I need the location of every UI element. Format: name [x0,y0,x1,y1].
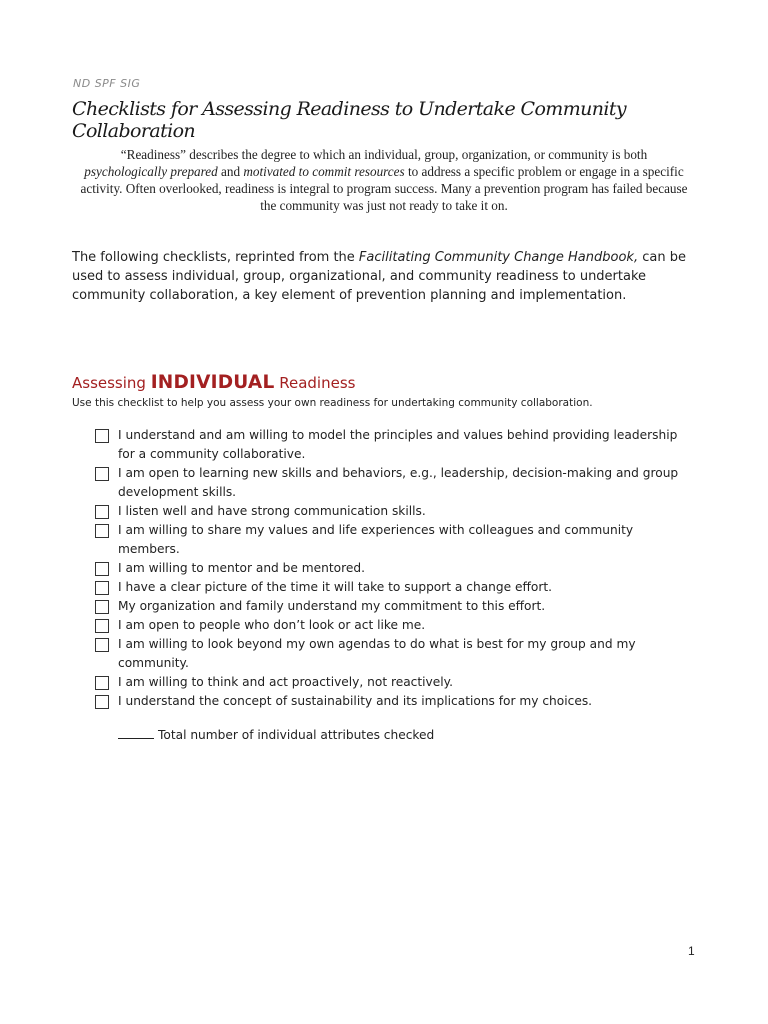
section-subtitle: Use this checklist to help you assess your own readiness for undertaking community collaboration. [72,397,593,409]
checklist-item [95,521,695,559]
checklist-item [95,502,695,521]
checkbox[interactable] [95,619,109,633]
checklist-item-label: I am open to learning new skills and behaviors, e.g., leadership, decision-making and group development skills. [118,466,679,499]
section-heading [72,372,355,393]
checklist-item [95,635,695,673]
checklist-item-label: I am open to people who don’t look or act like me. [118,618,426,632]
checklist-item [95,559,695,578]
checklist-item [95,464,695,502]
total-label: Total number of individual attributes checked [158,728,435,742]
checklist-item-label: I am willing to think and act proactively, not reactively. [118,675,453,689]
intro-text-2: and [217,164,244,179]
checklist-item-label: I understand the concept of sustainability and its implications for my choices. [118,694,593,708]
checkbox[interactable] [95,429,109,443]
checklist-item [95,616,695,635]
intro-text-1: “Readiness” describes the degree to which an individual, group, organization, or community is both [120,147,648,162]
readiness-definition [78,146,690,214]
section-heading-prefix: Assessing [72,374,151,392]
paragraph-text-2: can be used to assess individual, group, organizational, and community readiness to undertake community collaboration, a key element of prevention planning and implementation. [72,250,686,303]
program-label: ND SPF SIG [73,77,141,90]
page-number: 1 [688,944,695,958]
checkbox[interactable] [95,505,109,519]
checkbox[interactable] [95,467,109,481]
total-line [118,728,434,742]
individual-readiness-checklist [95,426,695,711]
handbook-title: Facilitating Community Change Handbook, [358,250,639,265]
checkbox[interactable] [95,562,109,576]
total-blank[interactable] [118,738,154,739]
checkbox[interactable] [95,581,109,595]
checkbox[interactable] [95,695,109,709]
checkbox[interactable] [95,600,109,614]
checklist-item-label: My organization and family understand my commitment to this effort. [118,599,546,613]
checklist-item [95,692,695,711]
section-heading-suffix: Readiness [274,374,356,392]
section-heading-emphasis: INDIVIDUAL [150,372,275,393]
checklist-item-label: I listen well and have strong communication skills. [118,504,426,518]
checklist-intro-paragraph [72,248,700,305]
checklist-item [95,597,695,616]
paragraph-text-1: The following checklists, reprinted from the [72,250,359,265]
intro-emphasis-1: psychologically prepared [84,164,218,179]
checkbox[interactable] [95,524,109,538]
checklist-item-label: I am willing to look beyond my own agendas to do what is best for my group and my community. [118,637,636,670]
checklist-item [95,673,695,692]
checkbox[interactable] [95,638,109,652]
checkbox[interactable] [95,676,109,690]
checklist-item [95,426,695,464]
checklist-item [95,578,695,597]
checklist-item-label: I am willing to share my values and life experiences with colleagues and community members. [118,523,634,556]
checklist-item-label: I am willing to mentor and be mentored. [118,561,365,575]
checklist-item-label: I understand and am willing to model the principles and values behind providing leadership for a community collaborative. [118,428,678,461]
checklist-item-label: I have a clear picture of the time it will take to support a change effort. [118,580,553,594]
intro-emphasis-2: motivated to commit resources [243,164,405,179]
intro-text-3: to address a specific problem or engage in a specific activity. Often overlooked, readiness is integral to program success. Many a prevention program has failed because the community was just not ready to take it on. [80,164,688,213]
page-title: Checklists for Assessing Readiness to Undertake Community Collaboration [72,98,627,142]
